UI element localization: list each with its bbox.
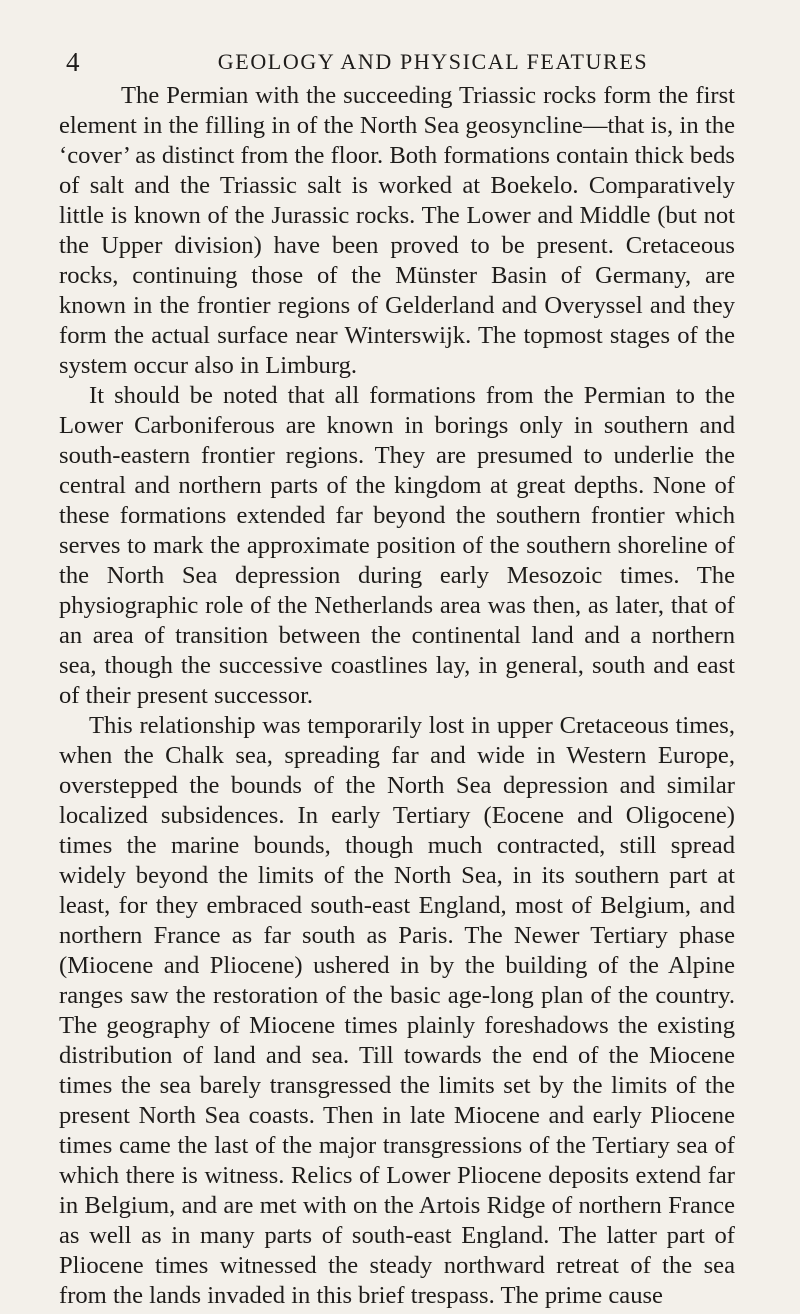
running-title: GEOLOGY AND PHYSICAL FEATURES	[217, 49, 649, 74]
paragraph: This relationship was temporarily lost in upper Cretaceous times, when the Chalk sea, spreading far and wide in Western Europe, overstepped the bounds of the North Sea depression and similar localized subsidences. In early Tertiary (Eocene and Oligocene) times the marine bounds, though much contracted, still spread widely beyond the limits of the North Sea, in its southern part at least, for they embraced south-east England, most of Belgium, and northern France as far south as Paris. The Newer Tertiary phase (Miocene and Pliocene) ushered in by the building of the Alpine ranges saw the restoration of the basic age-long plan of the country. The geography of Miocene times plainly foreshadows the existing distribution of land and sea. Till towards the end of the Miocene times the sea barely transgressed the limits set by the limits of the present North Sea coasts. Then in late Miocene and early Pliocene times came the last of the major transgressions of the Tertiary sea of which there is witness. Relics of Lower Pliocene deposits extend far in Belgium, and are met with on the Artois Ridge of northern France as well as in many parts of south-east England. The latter part of Pliocene times witnessed the steady northward retreat of the sea from the lands invaded in this brief trespass. The prime cause	[59, 712, 735, 1309]
paragraph: It should be noted that all formations from the Permian to the Lower Carboniferous are known in borings only in southern and south-eastern frontier regions. They are presumed to underlie the central and northern parts of the kingdom at great depths. None of these formations extended far beyond the southern frontier which serves to mark the approximate position of the southern shoreline of the North Sea depression during early Mesozoic times. The physiographic role of the Netherlands area was then, as later, that of an area of transition between the continental land and a northern sea, though the successive coastlines lay, in general, south and east of their present successor.	[59, 382, 735, 709]
running-head	[66, 44, 730, 80]
page-number: 4	[66, 47, 80, 77]
body-text	[59, 81, 735, 1311]
paragraph: The Permian with the succeeding Triassic rocks form the first element in the filling in of the North Sea geosyncline—that is, in the ‘cover’ as distinct from the floor. Both formations contain thick beds of salt and the Triassic salt is worked at Boekelo. Comparatively little is known of the Jurassic rocks. The Lower and Middle (but not the Upper division) have been proved to be present. Cretaceous rocks, continuing those of the Münster Basin of Germany, are known in the frontier regions of Gelderland and Overyssel and they form the actual surface near Winterswijk. The topmost stages of the system occur also in Limburg.	[59, 82, 735, 379]
